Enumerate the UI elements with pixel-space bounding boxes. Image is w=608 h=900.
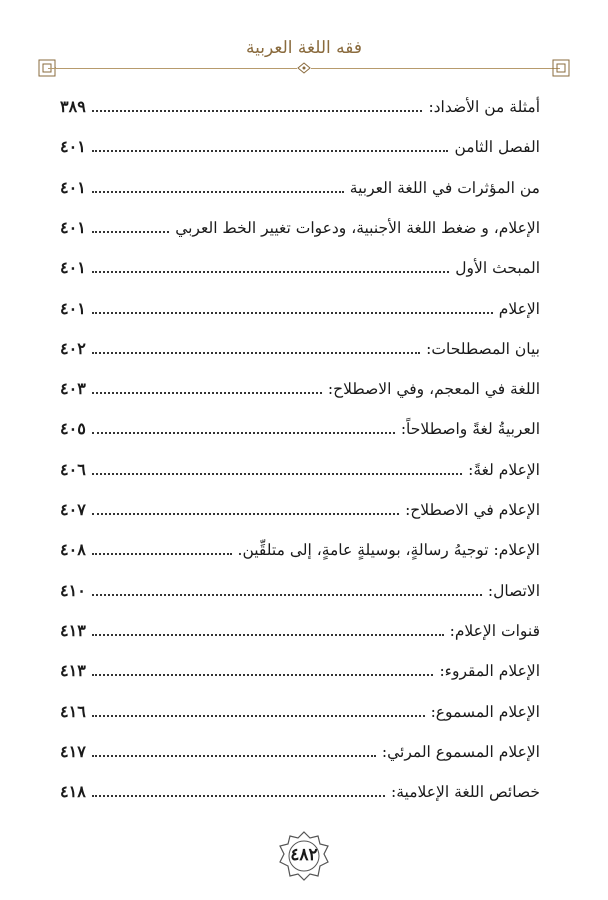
toc-entry [60,612,540,644]
toc-entry [60,733,540,765]
toc-leader-dots [92,674,434,676]
toc-entry-title: الإعلام المسموع المرئي: [381,742,540,761]
toc-leader-dots [92,715,425,717]
toc-entry [60,451,540,483]
page-number: ٤٨٢ [290,845,318,865]
toc-leader-dots [92,231,169,233]
toc-entry [60,169,540,201]
toc-entry-page: ٤١٠ [60,580,86,600]
toc-entry [60,652,540,684]
toc-entry-page: ٤١٦ [60,701,86,721]
corner-ornament-icon [552,59,570,77]
toc-leader-dots [92,271,450,273]
toc-entry-page: ٤١٨ [60,782,86,802]
toc-entry [60,693,540,725]
toc-entry-page: ٤٠٥ [60,419,86,439]
toc-entry [60,209,540,241]
toc-leader-dots [92,150,449,152]
page-header [38,38,570,78]
toc-entry [60,572,540,604]
toc-entry-title: الإعلام، و ضغط اللغة الأجنبية، ودعوات تغيير الخط العربي [175,218,540,237]
toc-entry [60,128,540,160]
toc-entry-title: الإعلام [498,299,540,318]
toc-leader-dots [92,473,462,475]
toc-leader-dots [92,795,385,797]
toc-entry-title: أمثلة من الأضداد: [428,98,540,116]
toc-entry-title: العربيةُ لغةً واصطلاحاً: [400,420,540,439]
toc-entry-title: قنوات الإعلام: [449,621,540,640]
toc-entry [60,531,540,563]
center-ornament-icon [297,62,311,74]
toc-entry-page: ٤٠١ [60,217,86,237]
toc-entry-page: ٤١٧ [60,741,86,761]
toc-leader-dots [92,553,232,555]
page-number-badge [278,830,330,882]
toc-entry-title: الإعلام: توجيهُ رسالةٍ، بوسيلةٍ عامةٍ، إلى متلقِّين. [237,541,540,560]
toc-leader-dots [92,191,344,193]
toc-leader-dots [92,110,423,112]
toc-entry-title: خصائص اللغة الإعلامية: [390,783,540,802]
toc-entry-title: الفصل الثامن [454,138,540,157]
toc-entry [60,370,540,402]
toc-entry-page: ٤٠١ [60,258,86,278]
toc-entry-page: ٤٠١ [60,177,86,197]
toc-entry [60,290,540,322]
toc-entry-title: الإعلام المسموع: [430,702,540,721]
toc-entry-title: اللغة في المعجم، وفي الاصطلاح: [327,380,540,399]
toc-entry-page: ٤٠٦ [60,459,86,479]
toc-entry [60,88,540,120]
toc-leader-dots [92,312,493,314]
toc-entry [60,249,540,281]
toc-entry-page: ٤٠٧ [60,500,86,519]
toc-entry-page: ٤١٣ [60,661,86,681]
toc-entry-title: الإعلام لغةً: [468,460,540,479]
toc-entry-title: المبحث الأول [455,259,540,278]
toc-entry-page: ٤٠٢ [60,338,86,358]
toc-entry [60,491,540,523]
toc-entry [60,330,540,362]
toc-leader-dots [92,352,420,354]
toc-entry [60,410,540,442]
toc-entry-title: الاتصال: [487,581,540,600]
toc-leader-dots [92,432,395,434]
toc-leader-dots [92,513,399,515]
toc-entry-page: ٤١٣ [60,620,86,640]
toc-leader-dots [92,634,444,636]
running-head-title: فقه اللغة العربية [238,38,370,58]
toc-entry-title: بيان المصطلحات: [426,339,540,358]
toc-entry-title: الإعلام المقروء: [439,662,540,681]
toc-entry-page: ٤٠٨ [60,540,86,560]
toc-entry [60,773,540,805]
toc-leader-dots [92,755,376,757]
toc-entry-page: ٣٨٩ [60,97,86,116]
toc-entry-title: الإعلام في الاصطلاح: [405,501,540,519]
toc-entry-title: من المؤثرات في اللغة العربية [349,178,540,197]
toc-entry-page: ٤٠٣ [60,379,86,399]
toc-entry-page: ٤٠١ [60,137,86,157]
toc-leader-dots [92,392,322,394]
toc-leader-dots [92,594,482,596]
toc-entry-page: ٤٠١ [60,298,86,318]
